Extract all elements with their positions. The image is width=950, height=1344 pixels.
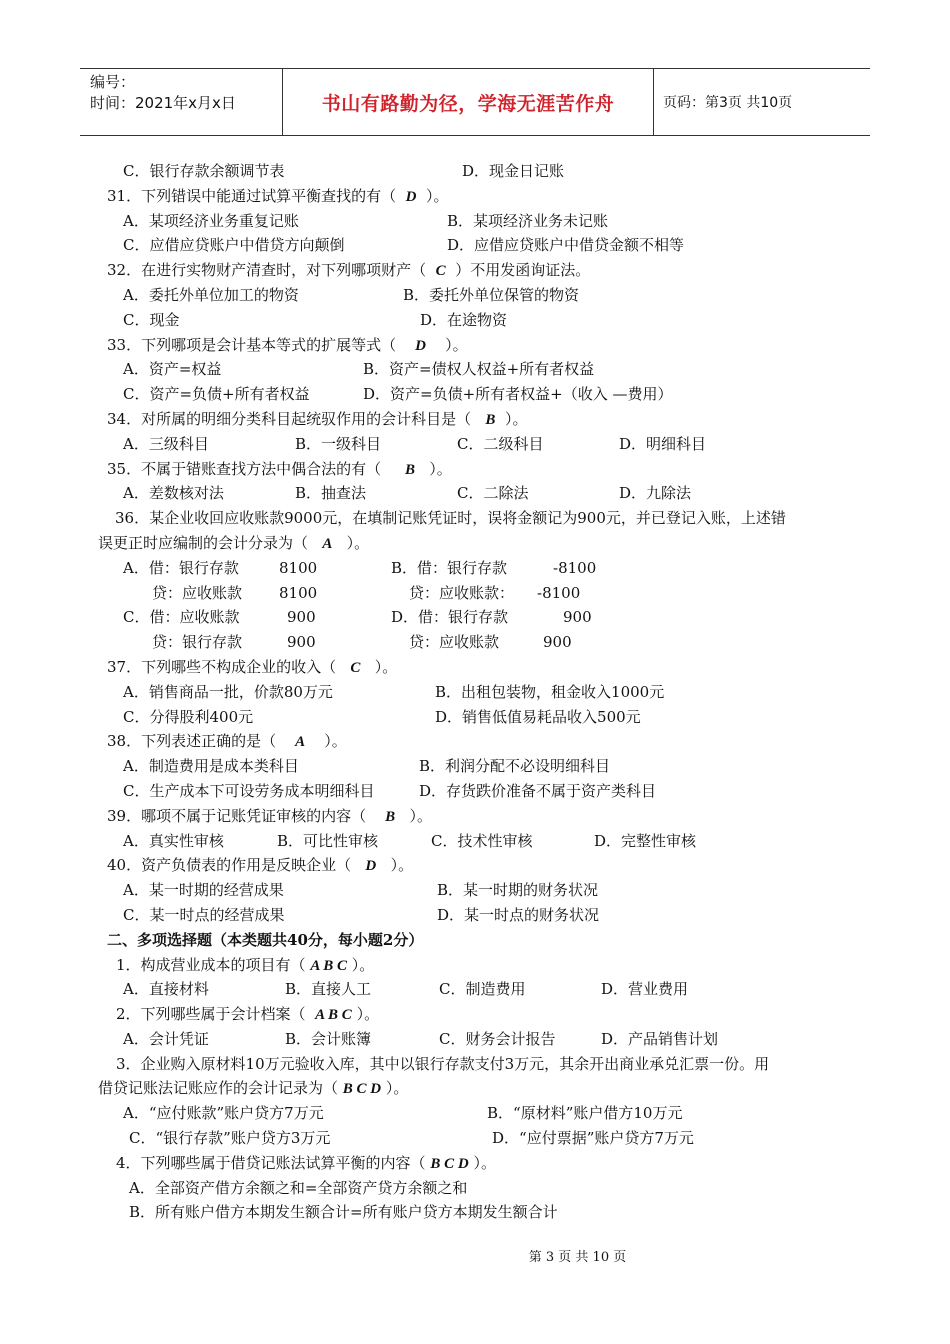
option-a: A．差数核对法	[123, 484, 224, 503]
option-c: C．银行存款余额调节表	[123, 162, 285, 180]
question-text: 36．某企业收回应收账款9000元，在填制记账凭证时，误将金额记为900元，并已登记入账，上述错	[115, 509, 786, 528]
option-c: C．分得股利400元	[123, 707, 254, 726]
option-b: B．一级科目	[295, 434, 382, 453]
option-line	[107, 581, 855, 606]
question-text: ）。	[346, 533, 370, 552]
question-text: ）。	[351, 955, 375, 974]
answer: D	[415, 337, 427, 354]
question-31	[107, 184, 855, 209]
answer: A	[295, 734, 306, 751]
option-c: C．二除法	[457, 484, 529, 503]
option-b: B．资产=债权人权益+所有者权益	[363, 360, 595, 379]
option-a: A．借：银行存款	[123, 558, 239, 577]
question-text: 35．不属于错账查找方法中偶合法的有（	[107, 459, 382, 478]
question-text: ）。	[385, 1079, 409, 1098]
option-b: B．“原材料”账户借方10万元	[487, 1104, 683, 1123]
option-d: D．销售低值易耗品收入500元	[435, 707, 641, 726]
option-c: C．二级科目	[457, 434, 544, 453]
question-36	[115, 506, 855, 531]
amount: -8100	[553, 558, 597, 577]
question-38	[107, 729, 855, 754]
question-text: ）。	[473, 1153, 496, 1172]
question-text: ）。	[429, 459, 452, 478]
option-b: B．利润分配不必设明细科目	[419, 757, 611, 776]
answer: B	[385, 808, 396, 825]
option-c: C．现金	[123, 310, 180, 329]
credit-entry: 贷：应收账款	[409, 633, 500, 652]
question-40	[107, 853, 855, 878]
answer: A	[322, 535, 333, 552]
question-34	[107, 407, 855, 432]
question-text: 33．下列哪项是会计基本等式的扩展等式（	[107, 335, 397, 354]
option-d: D．九除法	[619, 484, 692, 503]
option-line	[107, 754, 855, 779]
option-c: C．应借应贷账户中借贷方向颠倒	[123, 236, 345, 255]
option-d: D．存货跌价准备不属于资产类科目	[419, 781, 657, 800]
amount: 900	[287, 633, 316, 652]
option-c: C．制造费用	[439, 980, 526, 999]
option-d: D．“应付票据”账户贷方7万元	[492, 1129, 694, 1148]
section-heading: 二、多项选择题（本类题共40分，每小题2分）	[107, 930, 424, 949]
credit-entry: 贷：银行存款	[152, 633, 243, 652]
option-a: A．三级科目	[123, 434, 209, 453]
question-text: 误更正时应编制的会计分录为（	[98, 533, 309, 552]
option-c: C．某一时点的经营成果	[123, 905, 285, 924]
amount: 8100	[279, 558, 318, 577]
question-text: ）。	[504, 409, 528, 428]
question-text: 38．下列表述正确的是（	[107, 732, 277, 751]
question-text: 3．企业购入原材料10万元验收入库，其中以银行存款支付3万元，其余开出商业承兑汇票一份。用	[116, 1054, 770, 1073]
option-line	[107, 283, 855, 308]
option-line	[107, 630, 855, 655]
option-a: A．某项经济业务重复记账	[123, 211, 299, 230]
mquestion-3-cont	[98, 1076, 855, 1101]
option-d: D．现金日记账	[462, 162, 565, 180]
option-d: D．营业费用	[601, 980, 689, 999]
question-33	[107, 333, 855, 358]
option-a: A．会计凭证	[123, 1029, 209, 1048]
option-b: B．直接人工	[285, 980, 372, 999]
answer: A B C	[310, 957, 348, 974]
question-text: 借贷记账法记账应作的会计记录为（	[98, 1079, 339, 1098]
question-text: 31．下列错误中能通过试算平衡查找的有（	[107, 186, 397, 205]
option-line	[107, 159, 855, 184]
option-d: D．资产=负债+所有者权益+（收入 —费用）	[363, 385, 673, 404]
question-text: ）。	[390, 856, 414, 875]
question-text: 4．下列哪些属于借贷记账法试算平衡的内容（	[116, 1153, 426, 1172]
option-c: C．财务会计报告	[439, 1029, 556, 1048]
option-line	[107, 1126, 855, 1151]
mquestion-3	[116, 1052, 855, 1077]
option-line	[107, 556, 855, 581]
option-d: D．应借应贷账户中借贷金额不相等	[447, 236, 685, 255]
option-b: B．某项经济业务未记账	[447, 211, 609, 230]
option-d: D．在途物资	[420, 310, 508, 329]
amount: -8100	[537, 583, 581, 602]
option-b: B．出租包装物，租金收入1000元	[435, 682, 665, 701]
question-text: ）不用发函询证法。	[455, 261, 591, 280]
answer: C	[435, 263, 446, 280]
question-text: ）。	[445, 335, 468, 354]
option-line	[107, 1101, 855, 1126]
question-text: ）。	[426, 186, 449, 205]
option-c: C．生产成本下可设劳务成本明细科目	[123, 781, 375, 800]
option-b: B．委托外单位保管的物资	[403, 285, 580, 304]
question-36-cont	[98, 531, 855, 556]
question-content	[98, 159, 855, 1225]
option-line	[107, 308, 855, 333]
mquestion-1	[116, 953, 855, 978]
option-d: D．完整性审核	[594, 831, 697, 850]
option-d: D．明细科目	[619, 434, 707, 453]
option-d: D．某一时点的财务状况	[437, 905, 600, 924]
question-32	[107, 258, 855, 283]
question-text: ）。	[356, 1005, 380, 1024]
option-c: C．资产=负债+所有者权益	[123, 385, 310, 404]
answer: A B C	[315, 1007, 352, 1024]
option-line	[107, 209, 855, 234]
option-b: B．某一时期的财务状况	[437, 881, 599, 900]
option-line	[107, 977, 855, 1002]
option-b: B．会计账簿	[285, 1029, 372, 1048]
question-text: ）。	[324, 732, 347, 751]
option-line	[107, 382, 855, 407]
option-a: A．全部资产借方余额之和=全部资产贷方余额之和	[129, 1178, 468, 1197]
option-line	[107, 779, 855, 804]
option-c: C．技术性审核	[431, 831, 533, 850]
amount: 900	[563, 608, 592, 627]
page-header	[80, 68, 870, 136]
question-text: 2．下列哪些属于会计档案（	[116, 1005, 306, 1024]
answer: D	[405, 188, 417, 205]
answer: C	[350, 659, 361, 676]
option-a: A．“应付账款”账户贷方7万元	[123, 1104, 324, 1123]
option-line	[107, 432, 855, 457]
option-line	[107, 1176, 855, 1201]
question-35	[107, 457, 855, 482]
option-line	[107, 481, 855, 506]
answer: B C D	[342, 1081, 382, 1098]
answer: B	[485, 411, 496, 428]
option-b: B．抽查法	[295, 484, 367, 503]
question-text: 40．资产负债表的作用是反映企业（	[107, 856, 352, 875]
option-d: D．产品销售计划	[601, 1029, 719, 1048]
question-text: 1．构成营业成本的项目有（	[116, 955, 306, 974]
credit-entry: 贷：应收账款：	[409, 583, 515, 602]
motto: 书山有路勤为径，学海无涯苦作舟	[282, 69, 654, 135]
option-c: C．借：应收账款	[123, 608, 240, 627]
option-line	[107, 903, 855, 928]
option-line	[107, 829, 855, 854]
question-37	[107, 655, 855, 680]
option-line	[107, 680, 855, 705]
option-b: B．所有账户借方本期发生额合计=所有账户贷方本期发生额合计	[129, 1203, 558, 1222]
amount: 900	[543, 633, 572, 652]
page-label: 页码：第3页 共10页	[663, 95, 793, 111]
option-a: A．直接材料	[123, 980, 209, 999]
option-c: C．“银行存款”账户贷方3万元	[129, 1129, 331, 1148]
answer: B	[404, 461, 415, 478]
option-line	[107, 1027, 855, 1052]
option-a: A．制造费用是成本类科目	[123, 757, 299, 776]
question-39	[107, 804, 855, 829]
option-line	[107, 233, 855, 258]
question-text: 34．对所属的明细分类科目起统驭作用的会计科目是（	[107, 409, 472, 428]
option-line	[107, 878, 855, 903]
option-a: A．销售商品一批，价款80万元	[123, 682, 333, 701]
serial-label: 编号：	[90, 73, 136, 91]
page-footer: 第 3 页 共 10 页	[528, 1250, 627, 1265]
mquestion-2	[116, 1002, 855, 1027]
option-a: A．资产=权益	[123, 360, 222, 379]
question-text: ）。	[409, 806, 433, 825]
option-d: D．借：银行存款	[391, 608, 509, 627]
option-a: A．真实性审核	[123, 831, 224, 850]
question-text: ）。	[374, 657, 398, 676]
time-label: 时间：2021年x月x日	[90, 94, 236, 112]
option-line	[107, 705, 855, 730]
amount: 900	[287, 608, 316, 627]
question-text: 39．哪项不属于记账凭证审核的内容（	[107, 806, 367, 825]
option-line	[107, 605, 855, 630]
amount: 8100	[279, 583, 318, 602]
option-a: A．某一时期的经营成果	[123, 881, 284, 900]
option-b: B．可比性审核	[277, 831, 379, 850]
question-text: 37．下列哪些不构成企业的收入（	[107, 657, 337, 676]
option-line	[107, 1200, 855, 1225]
header-info	[80, 69, 282, 135]
answer: B C D	[430, 1155, 469, 1172]
answer: D	[365, 858, 377, 875]
option-line	[107, 357, 855, 382]
option-b: B．借：银行存款	[391, 558, 508, 577]
credit-entry: 贷：应收账款	[152, 583, 243, 602]
question-text: 32．在进行实物财产清查时，对下列哪项财产（	[107, 261, 427, 280]
mquestion-4	[116, 1151, 855, 1176]
option-a: A．委托外单位加工的物资	[123, 285, 299, 304]
